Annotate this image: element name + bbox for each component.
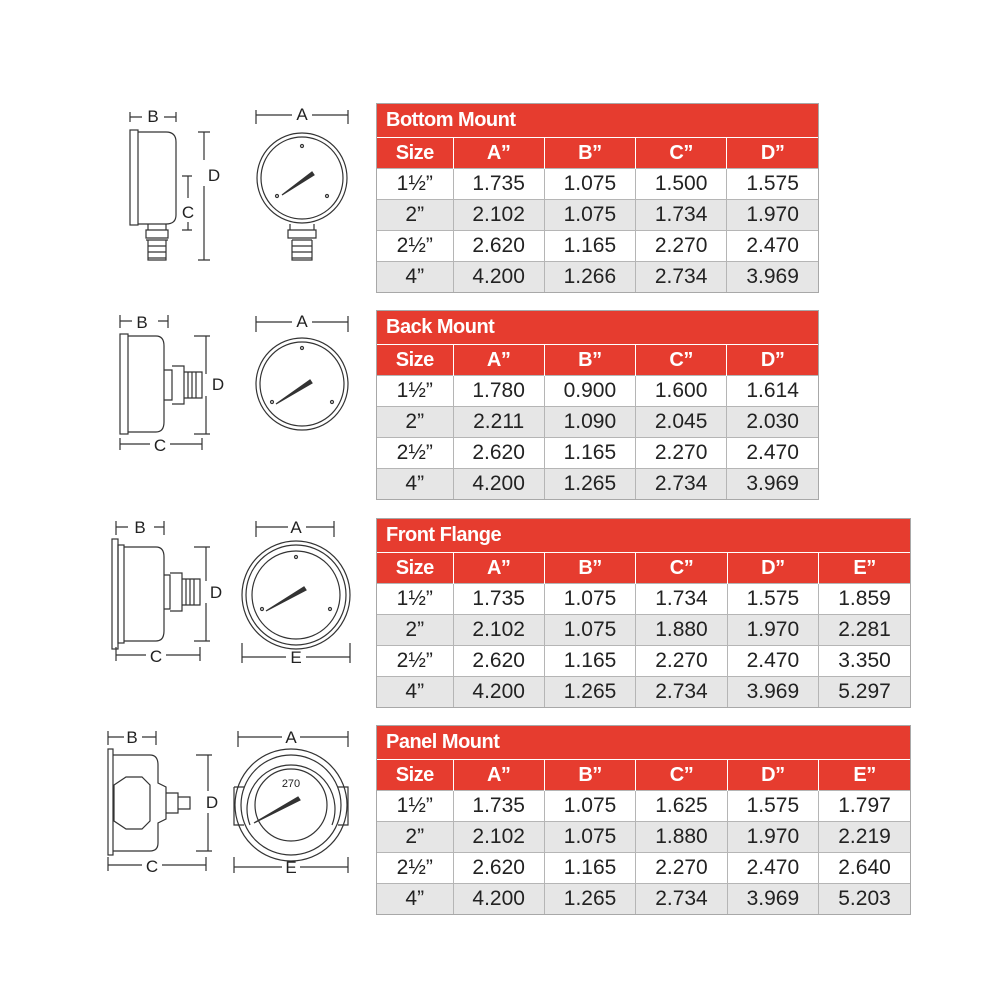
- dim-label-d: D: [211, 375, 225, 394]
- value-cell: 2.640: [819, 853, 910, 884]
- table-row: [377, 646, 910, 677]
- header-a: A”: [453, 760, 544, 791]
- value-cell: 2.620: [453, 231, 544, 262]
- value-cell: 1.614: [727, 376, 818, 407]
- header-b: B”: [544, 138, 635, 169]
- value-cell: 1.165: [544, 438, 635, 469]
- value-cell: 1.735: [453, 791, 544, 822]
- table-row: [377, 677, 910, 708]
- dim-label-c: C: [153, 436, 167, 455]
- header-c: C”: [636, 760, 727, 791]
- front-flange-table: [376, 518, 911, 708]
- value-cell: 3.350: [819, 646, 910, 677]
- dim-label-a: A: [296, 105, 308, 124]
- table-row: [377, 376, 818, 407]
- value-cell: 2.270: [636, 438, 727, 469]
- header-d: D”: [727, 138, 818, 169]
- value-cell: 1.265: [544, 677, 635, 708]
- value-cell: 1.970: [727, 822, 818, 853]
- value-cell: 4.200: [453, 262, 544, 293]
- dim-label-e: E: [285, 858, 297, 877]
- dim-label-c: C: [145, 857, 159, 876]
- value-cell: 2.270: [636, 853, 727, 884]
- size-cell: 2”: [377, 200, 453, 231]
- table-row: [377, 438, 818, 469]
- value-cell: 1.575: [727, 169, 818, 200]
- value-cell: 4.200: [453, 469, 544, 500]
- front-flange-side-diagram: [106, 515, 234, 670]
- table-row: [377, 262, 818, 293]
- table-row: [377, 231, 818, 262]
- value-cell: 1.735: [453, 584, 544, 615]
- value-cell: 1.734: [636, 200, 727, 231]
- size-cell: 2½”: [377, 438, 453, 469]
- table-row: [377, 469, 818, 500]
- table-title: Panel Mount: [377, 726, 910, 760]
- value-cell: 1.734: [636, 584, 727, 615]
- size-cell: 2”: [377, 615, 453, 646]
- value-cell: 1.075: [544, 169, 635, 200]
- size-cell: 2½”: [377, 646, 453, 677]
- bottom-mount-table: [376, 103, 819, 293]
- value-cell: 4.200: [453, 884, 544, 915]
- header-e: E”: [819, 553, 910, 584]
- dim-label-b: B: [134, 518, 146, 537]
- value-cell: 1.575: [727, 791, 818, 822]
- value-cell: 2.270: [636, 646, 727, 677]
- value-cell: 1.165: [544, 853, 635, 884]
- header-a: A”: [453, 553, 544, 584]
- header-b: B”: [544, 760, 635, 791]
- value-cell: 2.045: [636, 407, 727, 438]
- value-cell: 1.075: [544, 822, 635, 853]
- dim-label-e: E: [290, 648, 302, 667]
- value-cell: 1.600: [636, 376, 727, 407]
- value-cell: 1.880: [636, 822, 727, 853]
- header-c: C”: [636, 138, 727, 169]
- value-cell: 1.265: [544, 469, 635, 500]
- table-title: Front Flange: [377, 519, 910, 553]
- size-cell: 1½”: [377, 169, 453, 200]
- table-row: [377, 407, 818, 438]
- value-cell: 1.859: [819, 584, 910, 615]
- value-cell: 1.075: [544, 200, 635, 231]
- panel-mount-front-diagram: [226, 725, 356, 885]
- header-a: A”: [453, 138, 544, 169]
- table-row: [377, 584, 910, 615]
- value-cell: 2.470: [727, 438, 818, 469]
- dim-label-a: A: [296, 312, 308, 331]
- value-cell: 3.969: [727, 469, 818, 500]
- dim-label-c: C: [149, 647, 163, 666]
- header-size: Size: [377, 345, 453, 376]
- table-row: [377, 791, 910, 822]
- table-title: Back Mount: [377, 311, 818, 345]
- dial-number: 270: [281, 778, 301, 790]
- value-cell: 2.470: [727, 853, 818, 884]
- back-mount-side-diagram: [112, 310, 232, 460]
- value-cell: 1.735: [453, 169, 544, 200]
- value-cell: 2.470: [727, 646, 818, 677]
- size-cell: 1½”: [377, 791, 453, 822]
- size-cell: 2½”: [377, 853, 453, 884]
- size-cell: 4”: [377, 677, 453, 708]
- value-cell: 1.970: [727, 200, 818, 231]
- value-cell: 3.969: [727, 677, 818, 708]
- header-a: A”: [453, 345, 544, 376]
- size-cell: 1½”: [377, 584, 453, 615]
- value-cell: 2.734: [636, 884, 727, 915]
- table-row: [377, 822, 910, 853]
- value-cell: 2.211: [453, 407, 544, 438]
- size-cell: 4”: [377, 262, 453, 293]
- table-row: [377, 884, 910, 915]
- panel-mount-table: [376, 725, 911, 915]
- front-flange-front-diagram: [236, 515, 360, 675]
- value-cell: 1.500: [636, 169, 727, 200]
- value-cell: 1.880: [636, 615, 727, 646]
- value-cell: 2.620: [453, 438, 544, 469]
- value-cell: 1.970: [727, 615, 818, 646]
- value-cell: 0.900: [544, 376, 635, 407]
- value-cell: 1.575: [727, 584, 818, 615]
- value-cell: 2.734: [636, 677, 727, 708]
- value-cell: 2.734: [636, 469, 727, 500]
- back-mount-table: [376, 310, 819, 500]
- back-mount-front-diagram: [250, 310, 360, 460]
- value-cell: 1.797: [819, 791, 910, 822]
- panel-mount-side-diagram: [102, 725, 232, 885]
- value-cell: 1.075: [544, 584, 635, 615]
- table-row: [377, 169, 818, 200]
- value-cell: 2.620: [453, 646, 544, 677]
- value-cell: 3.969: [727, 262, 818, 293]
- value-cell: 1.265: [544, 884, 635, 915]
- size-cell: 2”: [377, 407, 453, 438]
- value-cell: 1.165: [544, 646, 635, 677]
- value-cell: 2.470: [727, 231, 818, 262]
- table-row: [377, 200, 818, 231]
- value-cell: 2.734: [636, 262, 727, 293]
- bottom-mount-side-diagram: [120, 100, 230, 270]
- size-cell: 4”: [377, 469, 453, 500]
- header-size: Size: [377, 138, 453, 169]
- header-b: B”: [544, 345, 635, 376]
- dim-label-a: A: [285, 728, 297, 747]
- value-cell: 2.102: [453, 822, 544, 853]
- table-row: [377, 853, 910, 884]
- header-b: B”: [544, 553, 635, 584]
- value-cell: 1.266: [544, 262, 635, 293]
- value-cell: 1.075: [544, 791, 635, 822]
- value-cell: 2.620: [453, 853, 544, 884]
- size-cell: 2”: [377, 822, 453, 853]
- value-cell: 2.219: [819, 822, 910, 853]
- dim-label-b: B: [147, 107, 159, 126]
- table-row: [377, 615, 910, 646]
- dim-label-b: B: [136, 313, 148, 332]
- dim-label-d: D: [205, 793, 219, 812]
- bottom-mount-front-diagram: [250, 100, 360, 270]
- value-cell: 2.030: [727, 407, 818, 438]
- header-d: D”: [727, 553, 818, 584]
- header-size: Size: [377, 553, 453, 584]
- header-d: D”: [727, 345, 818, 376]
- value-cell: 1.625: [636, 791, 727, 822]
- value-cell: 2.102: [453, 200, 544, 231]
- dim-label-d: D: [207, 166, 221, 185]
- dim-label-d: D: [209, 583, 223, 602]
- value-cell: 2.102: [453, 615, 544, 646]
- size-cell: 1½”: [377, 376, 453, 407]
- header-c: C”: [636, 553, 727, 584]
- value-cell: 5.203: [819, 884, 910, 915]
- dim-label-b: B: [126, 728, 138, 747]
- value-cell: 3.969: [727, 884, 818, 915]
- dim-label-a: A: [290, 518, 302, 537]
- value-cell: 4.200: [453, 677, 544, 708]
- table-title: Bottom Mount: [377, 104, 818, 138]
- value-cell: 5.297: [819, 677, 910, 708]
- value-cell: 2.270: [636, 231, 727, 262]
- header-e: E”: [819, 760, 910, 791]
- dim-label-c: C: [181, 203, 195, 222]
- size-cell: 4”: [377, 884, 453, 915]
- size-cell: 2½”: [377, 231, 453, 262]
- value-cell: 1.780: [453, 376, 544, 407]
- header-size: Size: [377, 760, 453, 791]
- value-cell: 1.165: [544, 231, 635, 262]
- value-cell: 1.075: [544, 615, 635, 646]
- value-cell: 1.090: [544, 407, 635, 438]
- header-c: C”: [636, 345, 727, 376]
- header-d: D”: [727, 760, 818, 791]
- value-cell: 2.281: [819, 615, 910, 646]
